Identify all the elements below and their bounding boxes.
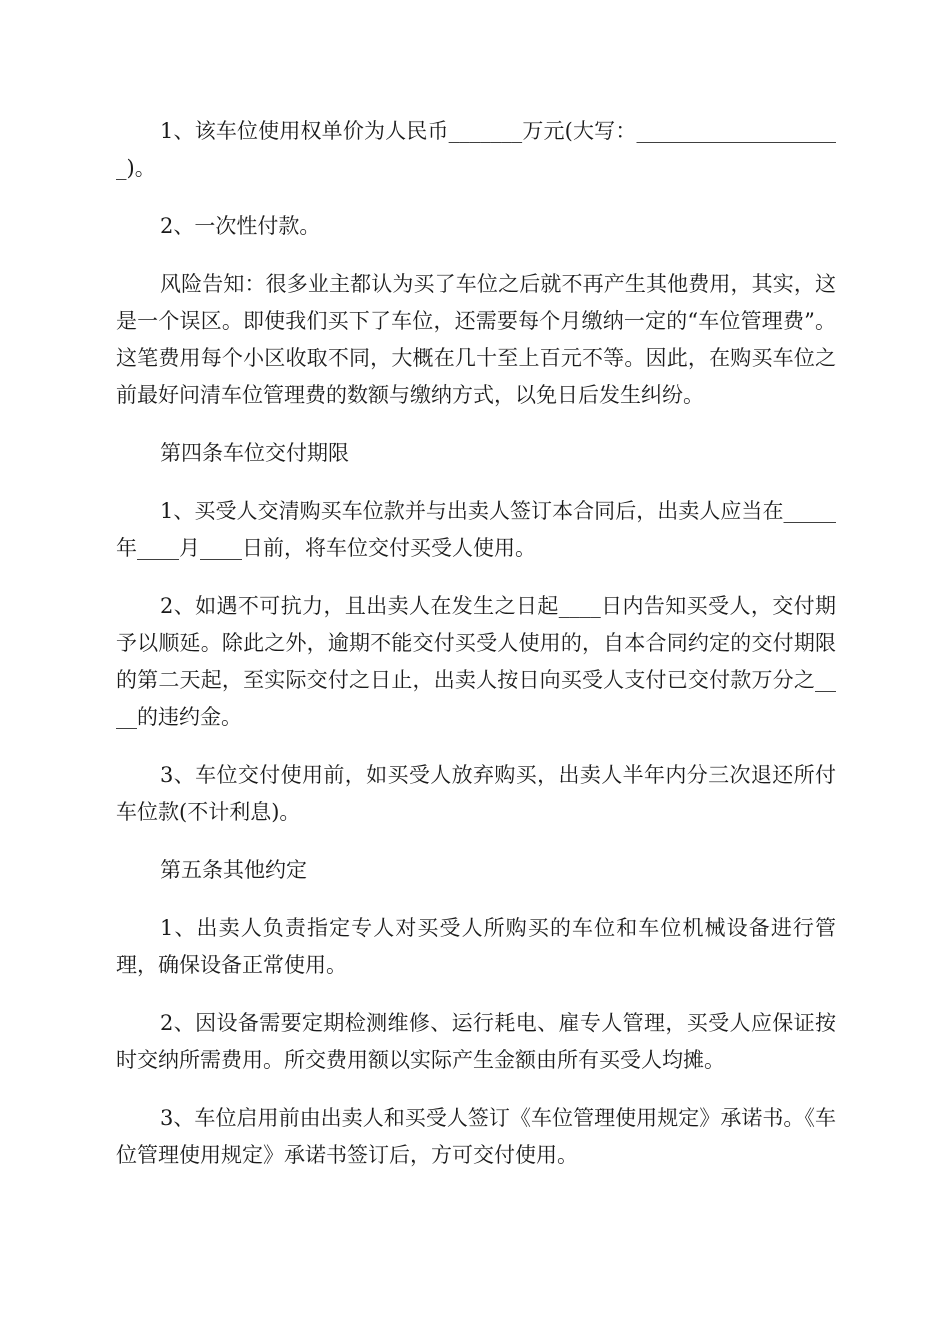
- clause-force-majeure: 2、如遇不可抗力，且出卖人在发生之日起____日内告知买受人，交付期予以顺延。除此之外，逾期不能交付买受人使用的，自本合同约定的交付期限的第二天起，至实际交付之日止，出卖人按日向买受人支付已交付款万分之____的违约金。: [116, 594, 836, 729]
- clause-refund: 3、车位交付使用前，如买受人放弃购买，出卖人半年内分三次退还所付车位款(不计利息)。: [116, 763, 836, 824]
- clause-commitment: 3、车位启用前由出卖人和买受人签订《车位管理使用规定》承诺书。《车位管理使用规定》承诺书签订后，方可交付使用。: [116, 1106, 836, 1167]
- clause-payment-method: 2、一次性付款。: [160, 214, 321, 238]
- clause-delivery-date: 1、买受人交清购买车位款并与出卖人签订本合同后，出卖人应当在_____年____月____日前，将车位交付买受人使用。: [116, 499, 836, 560]
- section-heading-article-5: 第五条其他约定: [160, 858, 307, 882]
- clause-management: 1、出卖人负责指定专人对买受人所购买的车位和车位机械设备进行管理，确保设备正常使用。: [116, 916, 836, 977]
- clause-unit-price: 1、该车位使用权单价为人民币_______万元(大写：____________________)。: [116, 119, 836, 180]
- risk-notice: 风险告知：很多业主都认为买了车位之后就不再产生其他费用，其实，这是一个误区。即使我们买下了车位，还需要每个月缴纳一定的“车位管理费”。这笔费用每个小区收取不同，大概在几十至上百元不等。因此，在购买车位之前最好问清车位管理费的数额与缴纳方式，以免日后发生纠纷。: [116, 272, 836, 407]
- section-heading-article-4: 第四条车位交付期限: [160, 441, 349, 465]
- document-body: [116, 113, 836, 1195]
- clause-fees: 2、因设备需要定期检测维修、运行耗电、雇专人管理，买受人应保证按时交纳所需费用。所交费用额以实际产生金额由所有买受人均摊。: [116, 1011, 836, 1072]
